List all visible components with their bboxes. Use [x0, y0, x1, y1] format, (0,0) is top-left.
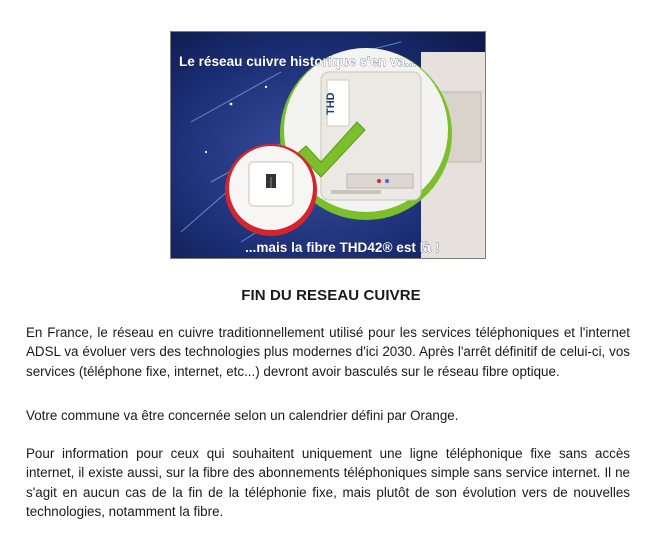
svg-text:THD: THD [325, 92, 337, 115]
banner-image [170, 31, 486, 259]
page-title: FIN DU RESEAU CUIVRE [241, 287, 421, 304]
banner-graphic [171, 32, 485, 258]
banner-headline: Le réseau cuivre historique s'en va... [179, 54, 417, 69]
paragraph-calendar: Votre commune va être concernée selon un calendrier défini par Orange. [26, 408, 459, 423]
paragraph-copper-network: En France, le réseau en cuivre traditionnellement utilisé pour les services téléphoniques et l'internet ADSL va évoluer vers des technologies plus modernes d'ici 2030. Après l'arrêt définitif de celui-ci, vos services (téléphone fixe, internet, etc...) devront avoir basculés sur le réseau fibre optique. [26, 325, 630, 379]
phone-socket-illustration [225, 144, 317, 236]
banner-tagline: ...mais la fibre THD42® est là ! [245, 240, 440, 255]
paragraph-phone-only: Pour information pour ceux qui souhaitent uniquement une ligne téléphonique fixe sans accès internet, il existe aussi, sur la fibre des abonnements téléphoniques simple sans service internet. Il ne s'agit en aucun cas de la fin de la téléphonie fixe, mais plutôt de son évolution vers de nouvelles technologies, notamment la fibre. [26, 446, 630, 520]
